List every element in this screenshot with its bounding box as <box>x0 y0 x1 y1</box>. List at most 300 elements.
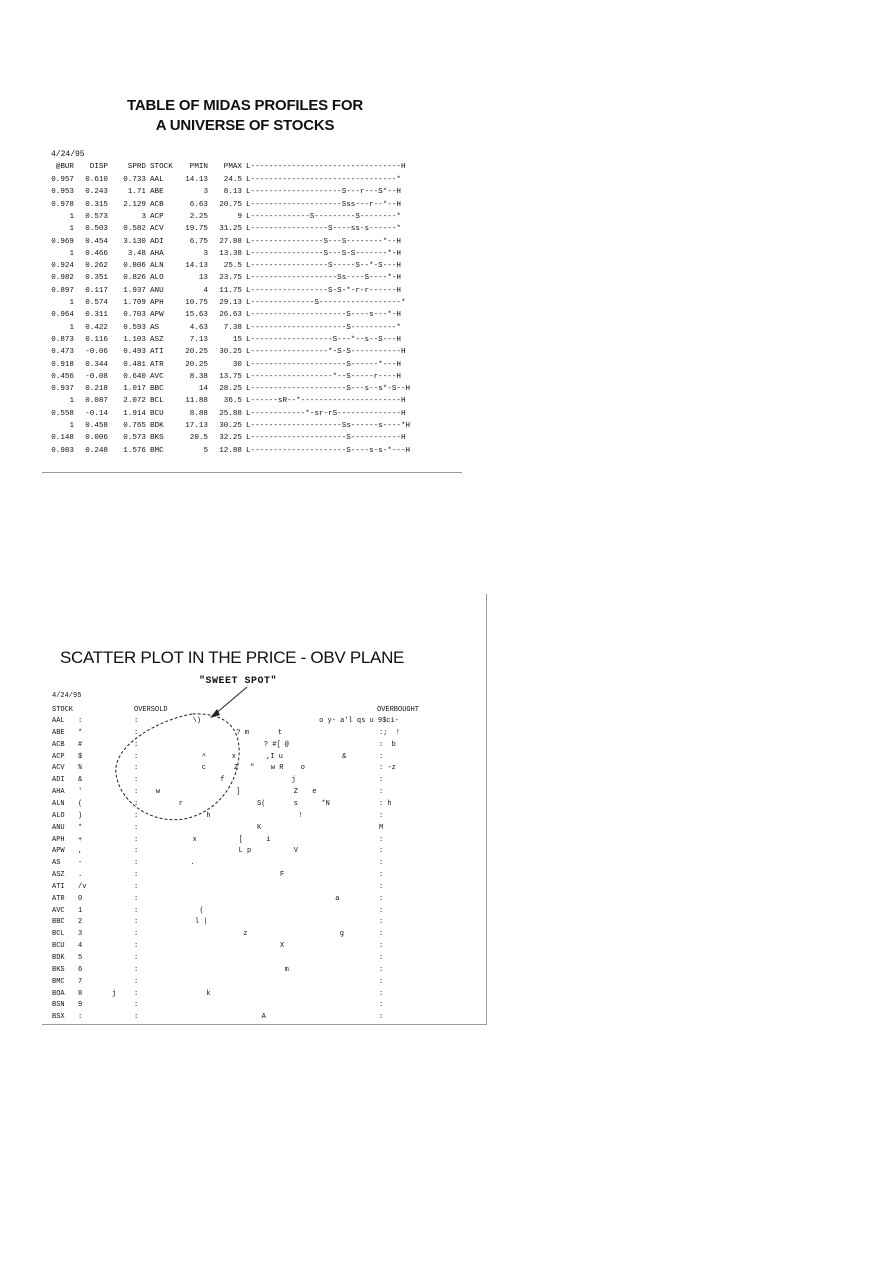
oversold-boundary: : <box>134 835 139 844</box>
scatter-point: l | <box>194 918 208 927</box>
cell-sprd: 0.582 <box>123 225 146 234</box>
oversold-boundary: : <box>134 859 139 868</box>
stock-label: BDK <box>52 954 65 962</box>
cell-profile: L--------------S------------------* <box>246 299 406 307</box>
cell-sprd: 0.593 <box>123 323 146 332</box>
oversold-boundary: : <box>134 728 139 737</box>
overbought-boundary: : <box>379 847 384 856</box>
cell-stock: ALO <box>150 274 164 283</box>
stock-label: BCL <box>52 930 65 939</box>
overbought-boundary: : <box>379 752 384 761</box>
oversold-boundary: : <box>134 918 139 927</box>
cell-pmin: 13 <box>198 274 208 283</box>
cell-sprd: 0.733 <box>123 176 146 184</box>
cell-disp: 0.087 <box>85 397 108 406</box>
cell-stock: BBC <box>150 385 164 394</box>
header-disp: DISP <box>89 163 108 171</box>
obv-mark: 3 <box>78 930 83 939</box>
overbought-boundary: : <box>379 942 384 951</box>
cell-stock: ASZ <box>150 335 164 344</box>
obv-mark: 4 <box>78 942 83 951</box>
overbought-boundary: : <box>379 776 384 785</box>
title-line-1: TABLE OF MIDAS PROFILES FOR <box>127 97 363 114</box>
oversold-boundary: : <box>134 894 139 903</box>
stock-label: BOA <box>52 989 65 998</box>
cell-profile: L-----------------S----ss-s------* <box>246 225 401 234</box>
overbought-boundary: : <box>379 788 384 797</box>
cell-disp: 0.006 <box>85 434 108 443</box>
cell-stock: BDK <box>150 422 164 430</box>
overbought-boundary: : -z <box>379 764 396 773</box>
cell-profile: L--------------------Sss---r--*--H <box>246 200 401 209</box>
cell-disp: 0.117 <box>85 286 108 295</box>
cell-profile: L-----------------*-S-S-----------H <box>246 348 406 357</box>
cell-profile: L--------------------------------* <box>246 176 401 184</box>
cell-pmax: 31.25 <box>219 225 242 234</box>
cell-profile: L-----------------S-----S--*-S---H <box>246 262 401 271</box>
scatter-point: m <box>284 965 289 974</box>
cell-disp: 0.218 <box>85 385 108 394</box>
cell-profile: L--------------------S---r---S*--H <box>246 188 401 197</box>
cell-bur: 0.953 <box>51 188 74 197</box>
cell-sprd: 2.072 <box>123 397 146 406</box>
scatter-date: 4/24/95 <box>52 692 82 700</box>
header-bur: @BUR <box>55 163 74 171</box>
obv-mark: * <box>78 823 83 832</box>
obv-mark: & <box>78 776 83 785</box>
cell-stock: ACV <box>150 225 164 234</box>
oversold-boundary: : <box>134 799 139 808</box>
cell-profile: L------------------S---*--s--S---H <box>246 335 401 344</box>
cell-pmin: 14 <box>198 385 208 394</box>
cell-profile: L--------------------Ss------s----*H <box>246 422 411 430</box>
cell-bur: 1 <box>69 212 74 221</box>
cell-disp: 0.458 <box>85 422 108 430</box>
cell-stock: AVC <box>150 372 164 381</box>
obv-mark: 5 <box>78 954 83 962</box>
cell-disp: 0.610 <box>85 176 108 184</box>
scatter-point: z <box>243 930 248 939</box>
cell-bur: 1 <box>69 323 74 332</box>
overbought-boundary: : <box>379 977 384 986</box>
sweet-spot-arrow <box>214 687 247 715</box>
cell-disp: 0.315 <box>85 200 108 209</box>
stock-label: ACP <box>52 752 65 761</box>
stock-label: ATI <box>52 882 65 891</box>
obv-mark: % <box>78 764 83 773</box>
stock-label: ATR <box>52 894 65 903</box>
overbought-boundary: : <box>379 811 384 820</box>
cell-pmax: 30.25 <box>219 422 242 430</box>
scatter-point: j <box>112 989 117 998</box>
scatter-plot-title: SCATTER PLOT IN THE PRICE - OBV PLANE <box>60 648 405 667</box>
scatter-point: t <box>277 728 282 737</box>
cell-bur: 0.969 <box>51 237 74 246</box>
oversold-boundary: : <box>134 847 139 856</box>
header-pmax: PMAX <box>223 163 242 171</box>
cell-pmax: 7.38 <box>223 323 242 332</box>
oversold-boundary: : <box>134 930 139 939</box>
cell-sprd: 1.914 <box>123 409 146 418</box>
oversold-boundary: : <box>134 717 139 725</box>
scatter-point: F <box>280 871 285 880</box>
cell-bur: 0.873 <box>51 335 74 344</box>
cell-pmin: 20.5 <box>189 434 208 443</box>
oversold-label: OVERSOLD <box>134 706 168 714</box>
cell-disp: 0.248 <box>85 446 108 455</box>
overbought-label: OVERBOUGHT <box>377 706 420 714</box>
cell-stock: ANU <box>150 286 164 295</box>
oversold-boundary: : <box>134 906 139 915</box>
obv-mark: /v <box>78 882 87 891</box>
overbought-boundary: : <box>379 1001 384 1010</box>
oversold-boundary: : <box>134 752 139 761</box>
cell-pmax: 20.75 <box>219 200 242 209</box>
obv-mark: ) <box>78 811 83 820</box>
cell-stock: AS <box>150 323 160 332</box>
cell-pmax: 8.13 <box>223 188 242 197</box>
cell-disp: 0.311 <box>85 311 108 320</box>
cell-sprd: 0.493 <box>123 348 146 357</box>
scatter-point: \) <box>192 717 201 725</box>
cell-disp: 0.422 <box>85 323 108 332</box>
cell-profile: L------------*-sr-rS--------------H <box>246 409 406 418</box>
obv-mark: 7 <box>78 977 83 986</box>
cell-profile: L---------------------S-----------H <box>246 434 406 443</box>
cell-sprd: 3.130 <box>123 237 146 246</box>
obv-mark: ( <box>78 799 83 808</box>
cell-profile: L-------------S---------S--------* <box>246 212 401 221</box>
scatter-point: c <box>201 764 206 773</box>
stock-label: ALO <box>52 811 65 820</box>
cell-pmin: 14.13 <box>185 176 208 184</box>
cell-pmax: 13.38 <box>219 249 242 258</box>
obv-mark: . <box>78 871 83 880</box>
cell-profile: L---------------------S----------* <box>246 323 401 332</box>
cell-sprd: 1.017 <box>123 385 146 394</box>
oversold-boundary: : <box>134 764 139 773</box>
cell-sprd: 0.765 <box>123 422 146 430</box>
stock-label: APW <box>52 847 65 856</box>
scatter-point: w <box>155 788 160 797</box>
midas-profiles-table <box>42 146 462 473</box>
scatter-point: @ <box>284 740 289 749</box>
cell-pmin: 11.88 <box>185 397 208 406</box>
cell-sprd: 1.709 <box>123 299 146 307</box>
table-date: 4/24/95 <box>51 150 85 159</box>
overbought-boundary: : <box>379 835 384 844</box>
cell-stock: AAL <box>150 176 164 184</box>
cell-pmax: 15 <box>232 335 242 344</box>
cell-stock: APW <box>150 311 164 320</box>
scatter-point: x <box>231 752 236 761</box>
cell-pmax: 32.25 <box>219 434 242 443</box>
oversold-boundary: : <box>134 965 139 974</box>
cell-stock: ATI <box>150 348 164 357</box>
cell-stock: ABE <box>150 188 164 197</box>
cell-pmax: 23.75 <box>219 274 242 283</box>
stock-label: BCU <box>52 942 65 951</box>
scatter-point: & <box>342 752 347 761</box>
cell-pmin: 8.88 <box>189 409 208 418</box>
cell-stock: BCU <box>150 409 164 418</box>
scatter-point: L p <box>238 847 252 856</box>
overbought-boundary: : <box>379 894 384 903</box>
header-pmin: PMIN <box>189 163 208 171</box>
cell-bur: 0.957 <box>51 176 74 184</box>
stock-label: BBC <box>52 918 65 927</box>
cell-sprd: 0.826 <box>123 274 146 283</box>
cell-disp: -0.06 <box>85 348 108 357</box>
cell-profile: L---------------------S----s---*-H <box>246 311 401 320</box>
cell-disp: -0.14 <box>85 409 108 418</box>
cell-disp: 0.466 <box>85 249 108 258</box>
overbought-boundary: : <box>379 954 384 962</box>
table-figure-title <box>90 96 400 136</box>
cell-bur: 0.897 <box>51 286 74 295</box>
scatter-point: g <box>339 930 344 939</box>
cell-bur: 0.937 <box>51 385 74 394</box>
oversold-boundary: : <box>134 977 139 986</box>
cell-profile: L----------------S---S--------*--H <box>246 237 401 246</box>
stock-label: BSX <box>52 1013 65 1022</box>
scatter-point: f <box>220 776 225 785</box>
overbought-boundary: : <box>379 1013 384 1022</box>
scatter-point: x <box>192 835 197 844</box>
cell-disp: -0.08 <box>85 372 108 381</box>
obv-mark: : <box>78 717 83 725</box>
stock-label: ALN <box>52 799 65 808</box>
cell-pmax: 28.25 <box>219 385 242 394</box>
stock-label: AAL <box>52 717 65 725</box>
scatter-point: o y- a'l qs u 9$ci- <box>319 717 399 725</box>
cell-sprd: 0.481 <box>123 360 146 369</box>
scatter-point: [ <box>238 835 243 844</box>
cell-pmin: 20.25 <box>185 360 208 369</box>
oversold-boundary: : <box>134 942 139 951</box>
cell-sprd: 1.576 <box>123 446 146 455</box>
scatter-point: ! <box>298 811 303 820</box>
scatter-point: k <box>206 989 211 998</box>
oversold-boundary: : <box>134 1013 139 1022</box>
scatter-point: r <box>178 799 183 808</box>
cell-sprd: 0.640 <box>123 372 146 381</box>
cell-sprd: 0.806 <box>123 262 146 271</box>
cell-profile: L---------------------S---s--s*-S--H <box>246 385 411 394</box>
cell-stock: BMC <box>150 446 164 455</box>
oversold-boundary: : <box>134 989 139 998</box>
scatter-point: Z <box>293 788 298 797</box>
cell-profile: L-------------------Ss----S----*-H <box>246 274 401 283</box>
stock-column-header: STOCK <box>52 706 74 714</box>
cell-pmin: 4.63 <box>189 323 208 332</box>
overbought-boundary: : <box>379 906 384 915</box>
cell-stock: APH <box>150 299 164 307</box>
obv-mark: 6 <box>78 965 83 974</box>
cell-sprd: 1.71 <box>127 188 146 197</box>
cell-bur: 0.924 <box>51 262 74 271</box>
cell-bur: 1 <box>69 225 74 234</box>
cell-pmin: 3 <box>203 249 208 258</box>
header-sprd: SPRD <box>127 163 146 171</box>
oversold-boundary: : <box>134 882 139 891</box>
cell-disp: 0.454 <box>85 237 108 246</box>
cell-bur: 0.473 <box>51 348 74 357</box>
oversold-boundary: : <box>134 871 139 880</box>
stock-label: APH <box>52 835 65 844</box>
scatter-point: X <box>280 942 285 951</box>
cell-pmin: 8.38 <box>189 372 208 381</box>
cell-pmin: 6.75 <box>189 237 208 246</box>
cell-stock: AHA <box>150 249 164 258</box>
cell-pmin: 4 <box>203 286 208 295</box>
cell-bur: 0.918 <box>51 360 74 369</box>
oversold-boundary: : <box>134 776 139 785</box>
cell-disp: 0.262 <box>85 262 108 271</box>
cell-profile: L----------------S---S-S-------*-H <box>246 249 401 258</box>
stock-label: ACB <box>52 740 65 749</box>
cell-bur: 0.964 <box>51 311 74 320</box>
stock-label: ACV <box>52 764 65 773</box>
scatter-point: s <box>293 799 298 808</box>
scatter-point: o <box>300 764 305 773</box>
obv-mark: 9 <box>78 1001 83 1010</box>
scatter-point: . <box>190 859 195 868</box>
cell-pmin: 15.63 <box>185 311 208 320</box>
overbought-boundary: : <box>379 989 384 998</box>
obv-mark: , <box>78 847 83 856</box>
cell-sprd: 0.573 <box>123 434 146 443</box>
overbought-boundary: : <box>379 871 384 880</box>
cell-profile: L------sR--*----------------------H <box>246 397 406 406</box>
overbought-boundary: : <box>379 965 384 974</box>
scatter-point: ( <box>199 906 204 915</box>
obv-mark: - <box>78 859 83 868</box>
scatter-point: ^ <box>201 752 206 761</box>
overbought-boundary: : h <box>379 799 392 808</box>
cell-pmax: 26.63 <box>219 311 242 320</box>
oversold-boundary: : <box>134 823 139 832</box>
cell-bur: 1 <box>69 299 74 307</box>
scatter-point: w R <box>270 764 284 773</box>
scatter-point: *N <box>321 799 330 808</box>
stock-label: ANU <box>52 823 65 832</box>
cell-pmax: 29.13 <box>219 299 242 307</box>
cell-disp: 0.344 <box>85 360 108 369</box>
cell-stock: ACP <box>150 212 164 221</box>
scatter-point: ] <box>236 788 241 797</box>
obv-mark: 1 <box>78 906 83 915</box>
cell-pmin: 2.25 <box>189 212 208 221</box>
cell-sprd: 0.703 <box>123 311 146 320</box>
scatter-point: Z <box>234 764 239 773</box>
overbought-boundary: :; ! <box>379 728 401 737</box>
oversold-boundary: : <box>134 740 139 749</box>
cell-stock: BKS <box>150 434 164 443</box>
header-profile: L---------------------------------H <box>246 163 406 171</box>
cell-disp: 0.243 <box>85 188 108 197</box>
cell-pmin: 10.75 <box>185 299 208 307</box>
overbought-boundary: : <box>379 859 384 868</box>
scatter-point: V <box>293 847 298 856</box>
overbought-boundary: : <box>379 930 384 939</box>
cell-stock: ATR <box>150 360 164 369</box>
cell-sprd: 3.48 <box>127 249 146 258</box>
cell-stock: BCL <box>150 397 164 406</box>
cell-sprd: 1.103 <box>123 335 146 344</box>
obv-mark: 2 <box>78 918 83 927</box>
cell-bur: 0.978 <box>51 200 74 209</box>
oversold-boundary: : <box>134 1001 139 1010</box>
cell-pmin: 6.63 <box>189 200 208 209</box>
cell-stock: ALN <box>150 262 164 271</box>
stock-label: BSN <box>52 1001 65 1010</box>
cell-pmin: 3 <box>203 188 208 197</box>
overbought-boundary: : <box>379 918 384 927</box>
overbought-boundary: : b <box>379 740 396 749</box>
obv-mark: : <box>78 1013 83 1022</box>
cell-bur: 1 <box>69 249 74 258</box>
cell-pmax: 13.75 <box>219 372 242 381</box>
overbought-boundary: : <box>379 882 384 891</box>
stock-label: BKS <box>52 965 65 974</box>
obv-mark: * <box>78 728 83 737</box>
stock-label: ADI <box>52 776 65 785</box>
cell-pmin: 7.13 <box>189 335 208 344</box>
obv-mark: # <box>78 740 83 749</box>
cell-pmax: 36.5 <box>223 397 242 406</box>
stock-label: BMC <box>52 977 65 986</box>
scatter-point: i <box>266 835 271 844</box>
cell-disp: 0.574 <box>85 299 108 307</box>
sweet-spot-overlay <box>42 594 486 1024</box>
scatter-point: h <box>206 811 211 820</box>
cell-pmax: 30.25 <box>219 348 242 357</box>
cell-bur: 0.558 <box>51 409 74 418</box>
obv-mark: 0 <box>78 894 83 903</box>
scatter-point: A <box>261 1013 266 1022</box>
cell-pmin: 19.75 <box>185 225 208 234</box>
oversold-boundary: : <box>134 811 139 820</box>
scatter-point: ? #[ <box>263 740 281 749</box>
cell-disp: 0.116 <box>85 335 108 344</box>
sweet-spot-label: "SWEET SPOT" <box>199 676 278 687</box>
cell-pmax: 12.88 <box>219 446 242 455</box>
cell-pmin: 14.13 <box>185 262 208 271</box>
stock-label: ASZ <box>52 871 65 880</box>
cell-pmin: 20.25 <box>185 348 208 357</box>
cell-bur: 0.456 <box>51 372 74 381</box>
cell-disp: 0.503 <box>85 225 108 234</box>
oversold-boundary: : <box>134 954 139 962</box>
cell-profile: L---------------------S------*---H <box>246 360 401 369</box>
cell-disp: 0.351 <box>85 274 108 283</box>
obv-mark: 8 <box>78 989 83 998</box>
cell-pmax: 9 <box>237 212 242 221</box>
obv-mark: $ <box>78 752 83 761</box>
cell-pmin: 5 <box>203 446 208 455</box>
cell-profile: L------------------*--S-----r----H <box>246 372 401 381</box>
scatter-point: " <box>250 764 255 773</box>
scatter-point: K <box>257 823 262 832</box>
cell-pmax: 11.75 <box>219 286 242 295</box>
cell-stock: ADI <box>150 237 164 246</box>
scatter-point: ? m <box>236 728 249 737</box>
title-line-2: A UNIVERSE OF STOCKS <box>155 117 335 134</box>
obv-mark: ' <box>78 788 83 797</box>
cell-pmax: 25.88 <box>219 409 242 418</box>
cell-bur: 0.983 <box>51 446 74 455</box>
